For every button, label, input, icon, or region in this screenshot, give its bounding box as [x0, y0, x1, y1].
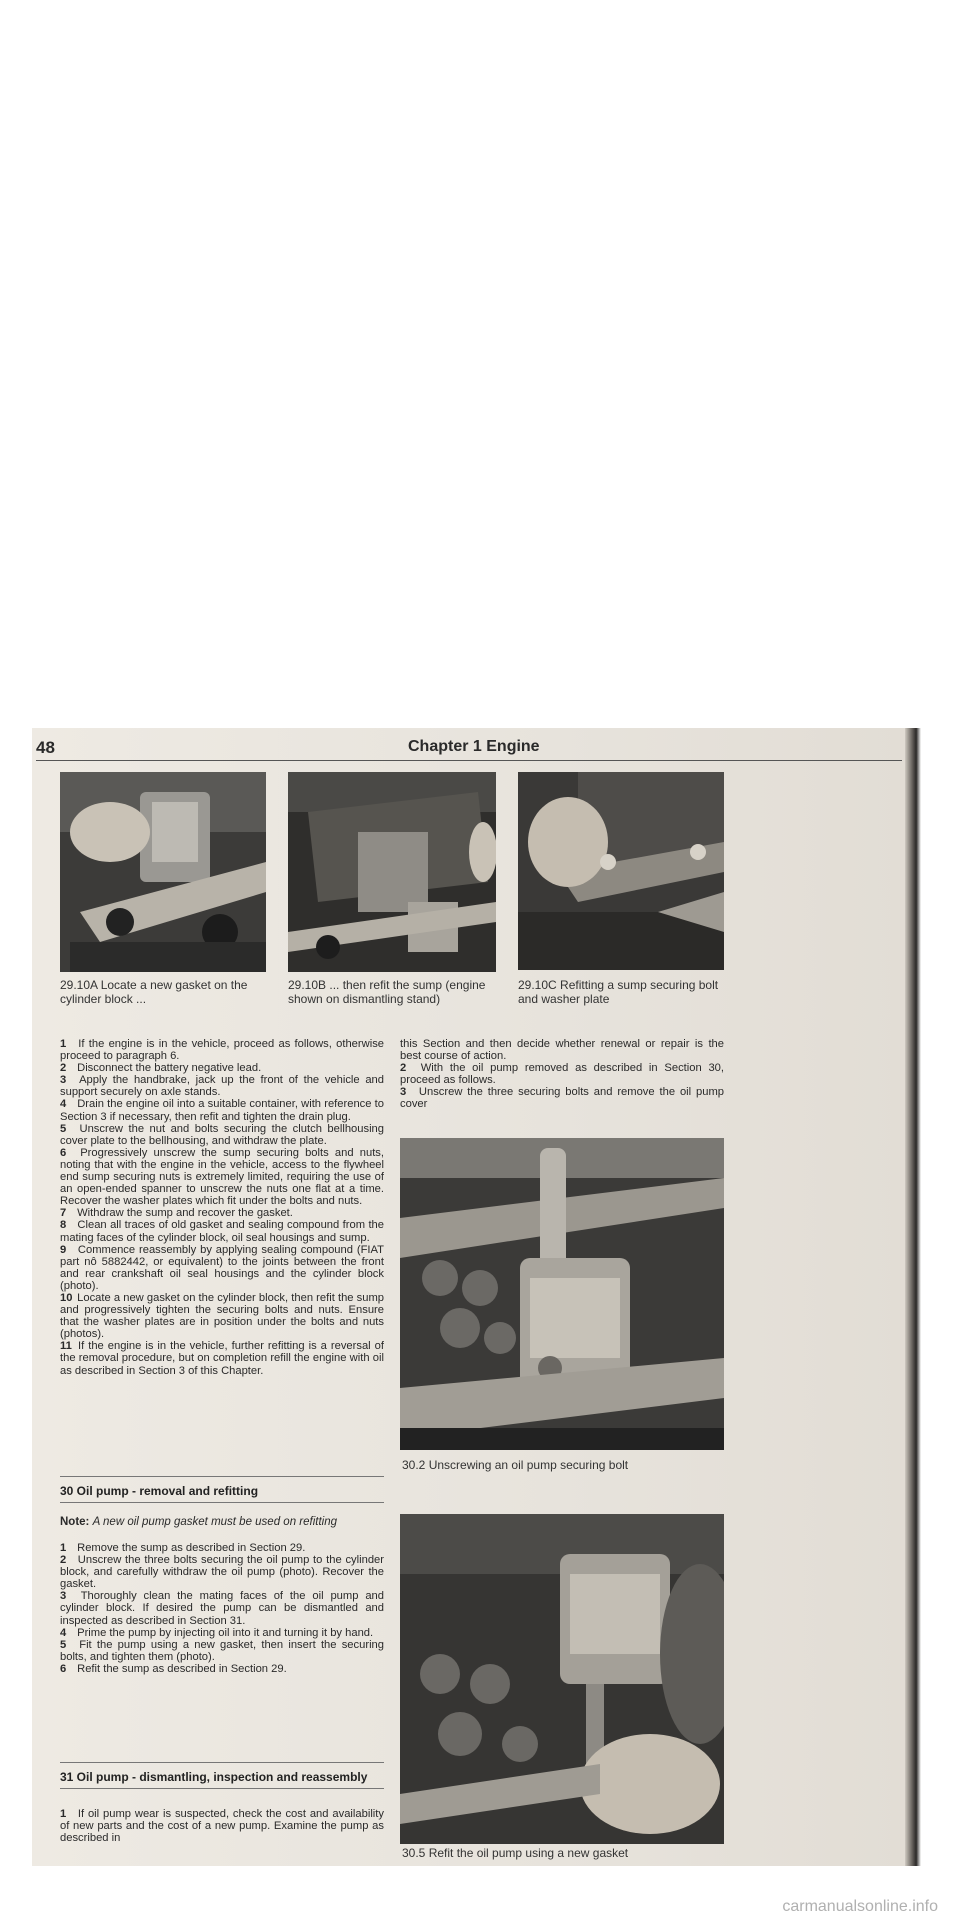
section-31-steps: [60, 1808, 384, 1844]
step-30-4: 4 Prime the pump by injecting oil into it and turning it by hand.: [60, 1626, 374, 1639]
step-30-3: 3 Thoroughly clean the mating faces of the oil pump and cylinder block. If desired the pump can be dismantled and inspected as described in Section 31.: [60, 1590, 384, 1627]
right-column-steps: [400, 1038, 724, 1111]
section-30-title: 30 Oil pump - removal and refitting: [60, 1484, 259, 1498]
caption-29-10c: 29.10C Refitting a sump securing bolt and washer plate: [518, 978, 719, 1006]
section-30-note: Note: A new oil pump gasket must be used on refitting: [60, 1516, 337, 1528]
step-30-1: 1 Remove the sump as described in Section 29.: [60, 1542, 306, 1554]
step-31-2: 2 With the oil pump removed as described in Section 30, proceed as follows.: [400, 1062, 724, 1087]
chapter-title: Chapter 1 Engine: [408, 738, 540, 755]
step-29-6: 6 Progressively unscrew the sump securing bolts and nuts, noting that with the engine in the vehicle, access to the flywheel end sump securing nuts is extremely limited, requiring the use of an open-ended spanner to unscrew the nuts one flat at a time. Recover the washer plates which fit under the bolts and nuts.: [60, 1146, 385, 1208]
photo-sump-bolt-washer: [518, 772, 724, 970]
step-29-10: 10 Locate a new gasket on the cylinder block, then refit the sump and progressively tighten the securing bolts and nuts. Ensure that the washer plates are in position under the bolts and nuts (photos).: [60, 1291, 385, 1341]
section-30-rule-top: [60, 1476, 384, 1477]
step-30-2: 2 Unscrew the three bolts securing the oil pump to the cylinder block, and carefully withdraw the oil pump (photo). Recover the gasket.: [60, 1554, 385, 1591]
photo-refit-sump: [288, 772, 496, 972]
step-29-1: 1 If the engine is in the vehicle, proceed as follows, otherwise proceed to paragraph 6.: [60, 1038, 385, 1063]
step-31-3: 3 Unscrew the three securing bolts and remove the oil pump cover: [400, 1086, 724, 1111]
section-31-rule-top: [60, 1762, 384, 1763]
step-29-4: 4 Drain the engine oil into a suitable container, with reference to Section 3 if necessary, then refit and tighten the drain plug.: [60, 1098, 385, 1123]
section-31-continued: this Section and then decide whether renewal or repair is the best course of action.: [400, 1038, 724, 1063]
caption-29-10b: 29.10B ... then refit the sump (engine shown on dismantling stand): [288, 978, 486, 1006]
section-30-steps: [60, 1542, 384, 1675]
step-29-8: 8 Clean all traces of old gasket and sealing compound from the mating faces of the cylinder block, oil seal housings and sump.: [60, 1219, 385, 1244]
step-29-7: 7 Withdraw the sump and recover the gasket.: [60, 1207, 293, 1220]
step-29-5: 5 Unscrew the nut and bolts securing the clutch bellhousing cover plate to the bellhousing, and withdraw the plate.: [60, 1122, 385, 1147]
left-column-steps: [60, 1038, 384, 1377]
step-31-1: 1 If oil pump wear is suspected, check the cost and availability of new parts and the cost of a new pump. Examine the pump as described in: [60, 1808, 384, 1845]
photo-gasket-cylinder-block: [60, 772, 266, 972]
page-number: 48: [36, 738, 55, 757]
caption-29-10a: 29.10A Locate a new gasket on the cylinder block ...: [60, 978, 248, 1006]
step-30-5: 5 Fit the pump using a new gasket, then insert the securing bolts, and tighten them (photo).: [60, 1638, 385, 1663]
section-31-rule-bottom: [60, 1788, 384, 1789]
step-29-11: 11 If the engine is in the vehicle, further refitting is a reversal of the removal procedure, but on completion refill the engine with oil as described in Section 3 of this Chapter.: [60, 1340, 384, 1377]
step-29-9: 9 Commence reassembly by applying sealing compound (FIAT part nô 5882442, or equivalent) to the joints between the front and rear crankshaft oil seal housings and the cylinder block (photo).: [60, 1243, 385, 1292]
watermark: carmanualsonline.info: [782, 1898, 938, 1915]
caption-30-5: 30.5 Refit the oil pump using a new gasket: [402, 1846, 629, 1860]
section-31-title: 31 Oil pump - dismantling, inspection and reassembly: [60, 1770, 368, 1784]
header-rule: [36, 760, 902, 761]
caption-30-2: 30.2 Unscrewing an oil pump securing bolt: [402, 1458, 629, 1472]
step-29-3: 3 Apply the handbrake, jack up the front of the vehicle and support securely on axle stands.: [60, 1074, 384, 1099]
photo-unscrew-oil-pump-bolt: [400, 1138, 724, 1450]
section-30-rule-bottom: [60, 1502, 384, 1503]
photo-refit-oil-pump: [400, 1514, 724, 1844]
step-30-6: 6 Refit the sump as described in Section 29.: [60, 1662, 287, 1675]
step-29-2: 2 Disconnect the battery negative lead.: [60, 1062, 262, 1075]
page-edge-shadow: [905, 728, 921, 1866]
